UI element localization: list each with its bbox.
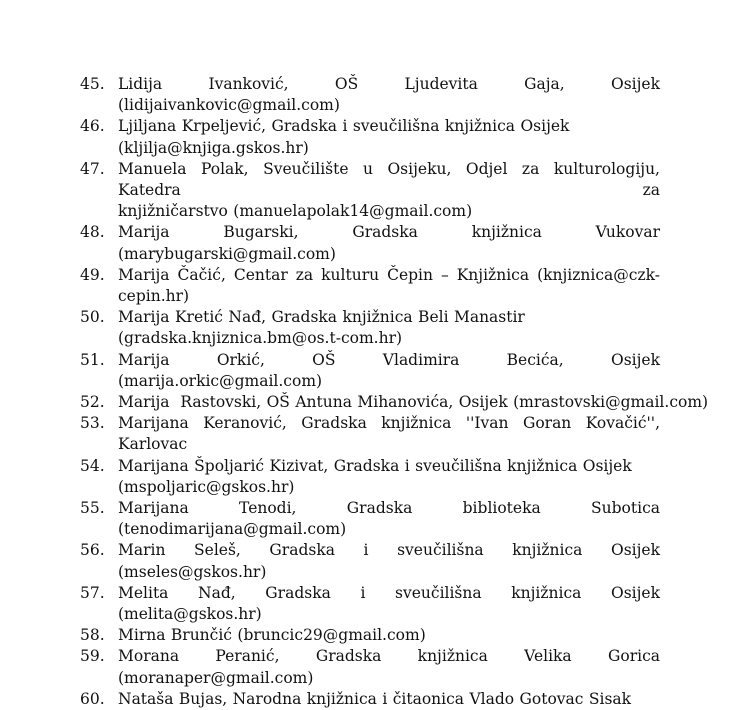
list-item-number: 57. [80,583,105,602]
list-item-text [118,265,660,307]
list-item [80,307,660,349]
list-item-number: 46. [80,117,105,136]
list-item-number: 51. [80,350,105,369]
list-item-number: 60. [80,689,105,708]
list-item [80,350,660,392]
list-item-text [118,498,660,540]
list-item-number: 54. [80,456,105,475]
list-item-text [118,413,660,455]
list-item-line: Nataša Bujas, Narodna knjižnica i čitaonica Vlado Gotovac Sisak [118,689,632,708]
list-item-text [118,74,660,116]
list-item-number: 58. [80,626,105,645]
list-item-text [118,540,660,582]
list-item-text [118,646,660,688]
list-item-text [118,307,660,349]
list-item-text [118,392,708,413]
list-item [80,646,660,688]
list-item [80,116,660,158]
list-item [80,74,660,116]
list-item-line: knjižničarstvo (manuelapolak14@gmail.com) [118,202,473,221]
list-item-text [118,222,660,264]
list-item-number: 48. [80,223,105,242]
list-item-line: Marin Seleš, Gradska i sveučilišna knjižnica Osijek (mseles@gskos.hr) [118,541,660,581]
list-item-line: Marijana Keranović, Gradska knjižnica ''Ivan Goran Kovačić'', Karlovac [118,414,660,454]
list-item-line: Ljiljana Krpeljević, Gradska i sveučilišna knjižnica Osijek [118,117,570,136]
list-item-line: Manuela Polak, Sveučilište u Osijeku, Odjel za kulturologiju, Katedra za [118,159,660,200]
list-item-text [118,625,660,646]
list-item-line: Melita Nađ, Gradska i sveučilišna knjižnica Osijek (melita@gskos.hr) [118,583,660,624]
list-item [80,498,660,540]
list-item-line: Marija Bugarski, Gradska knjižnica Vukovar (marybugarski@gmail.com) [118,223,660,263]
list-item-line: Marija Rastovski, OŠ Antuna Mihanovića, Osijek (mrastovski@gmail.com) [118,393,709,412]
list-item-line: Lidija Ivanković, OŠ Ljudevita Gaja, Osijek (lidijaivankovic@gmail.com) [118,75,660,115]
list-item-text [118,350,660,392]
list-item-number: 49. [80,265,105,284]
list-item-number: 50. [80,308,105,327]
list-item [80,222,660,264]
list-item [80,583,660,625]
list-item [80,456,660,498]
list-item-line: Marija Čačić, Centar za kulturu Čepin – Knjižnica (knjiznica@czk-cepin.hr) [118,265,660,306]
list-item-line: Marija Kretić Nađ, Gradska knjižnica Beli Manastir [118,308,525,327]
list-item-line: Marijana Špoljarić Kizivat, Gradska i sveučilišna knjižnica Osijek [118,456,632,475]
list-item-line: (kljilja@knjiga.gskos.hr) [118,138,309,157]
list-item-text [118,583,660,625]
list-item-text [118,689,660,710]
list-item-line: Marijana Tenodi, Gradska biblioteka Subotica (tenodimarijana@gmail.com) [118,499,660,539]
list-item-line: Marija Orkić, OŠ Vladimira Becića, Osijek (marija.orkic@gmail.com) [118,350,660,390]
participant-list [80,74,709,710]
list-item-number: 56. [80,541,105,560]
list-item [80,392,709,413]
list-item [80,265,660,307]
list-item [80,689,660,710]
list-item-number: 55. [80,499,105,518]
list-item-text [118,456,660,498]
list-item-number: 47. [80,159,105,178]
list-item-number: 53. [80,414,105,433]
list-item-line: Mirna Brunčić (bruncic29@gmail.com) [118,626,426,645]
list-item-line: (gradska.knjiznica.bm@os.t-com.hr) [118,329,403,348]
list-item [80,540,660,582]
list-item-number: 45. [80,75,105,93]
list-item [80,413,660,455]
list-item-line: Morana Peranić, Gradska knjižnica Velika Gorica (moranaper@gmail.com) [118,647,660,687]
list-item-text [118,116,660,158]
list-item-number: 59. [80,647,105,666]
list-item-number: 52. [80,393,105,412]
list-item-text [118,159,660,223]
list-item-line: (mspoljaric@gskos.hr) [118,477,295,496]
list-item [80,159,660,223]
list-item [80,625,660,646]
